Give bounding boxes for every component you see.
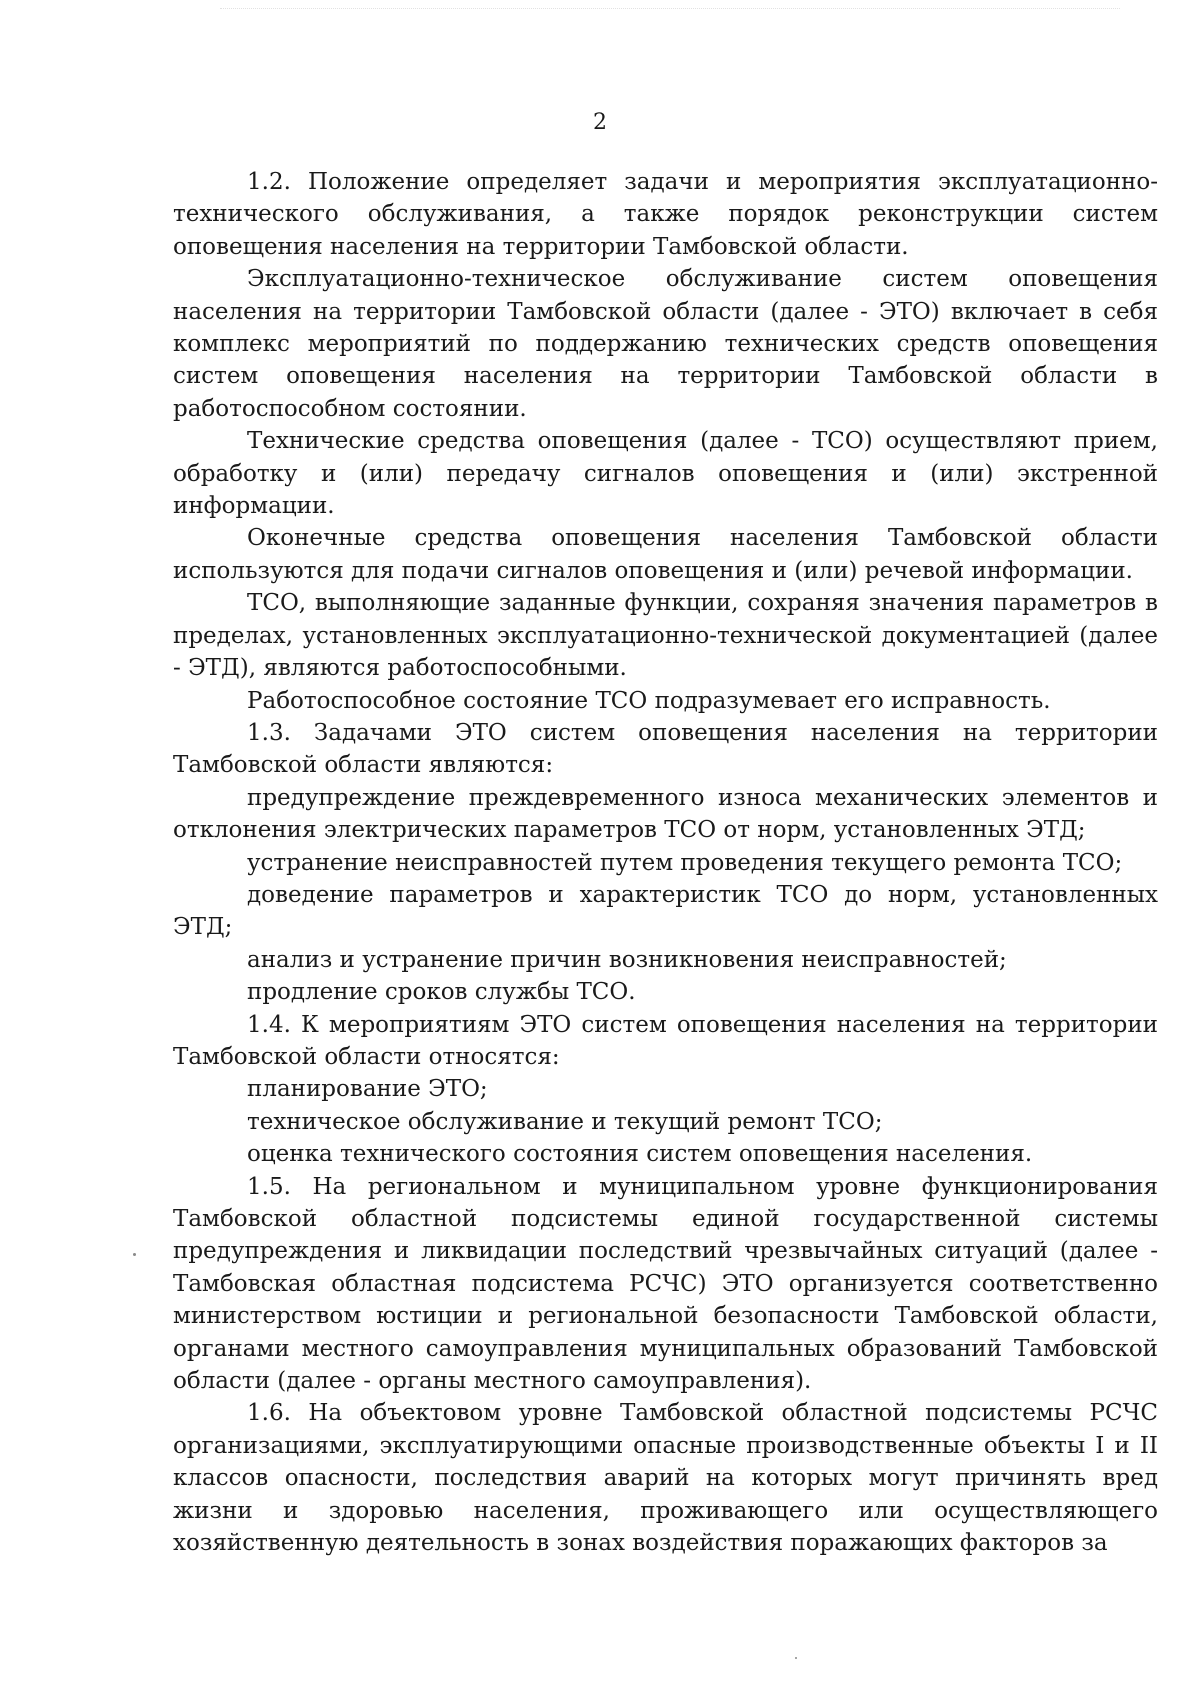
scan-noise bbox=[220, 8, 1120, 11]
paragraph-1-2: 1.2. Положение определяет задачи и мероприятия эксплуатационно-технического обслуживания, а также порядок реконструкции систем оповещения населения на территории Тамбовской области. bbox=[173, 169, 1158, 260]
document-body bbox=[173, 166, 1158, 1559]
list-item: оценка технического состояния систем оповещения населения. bbox=[247, 1141, 1033, 1168]
page-number: 2 bbox=[593, 110, 607, 135]
paragraph-eto-definition: Эксплуатационно-техническое обслуживание систем оповещения населения на территории Тамбовской области (далее - ЭТО) включает в себя комплекс мероприятий по поддержанию технических средств оповещения систем оповещения населения на территории Тамбовской области в работоспособном состоянии. bbox=[173, 266, 1158, 422]
tasks-list bbox=[173, 782, 1158, 1009]
list-item: предупреждение преждевременного износа механических элементов и отклонения электрических параметров ТСО от норм, установленных ЭТД; bbox=[173, 784, 1158, 844]
list-item: планирование ЭТО; bbox=[247, 1076, 488, 1103]
paragraph-1-3: 1.3. Задачами ЭТО систем оповещения населения на территории Тамбовской области являются: bbox=[173, 719, 1158, 779]
paragraph-terminal-devices: Оконечные средства оповещения населения Тамбовской области используются для подачи сигналов оповещения и (или) речевой информации. bbox=[173, 525, 1158, 584]
list-item: анализ и устранение причин возникновения неисправностей; bbox=[247, 946, 1007, 973]
measures-list bbox=[173, 1073, 1158, 1170]
scan-speck bbox=[795, 1657, 797, 1659]
paragraph-1-5: 1.5. На региональном и муниципальном уровне функционирования Тамбовской областной подсистемы единой государственной системы предупреждения и ликвидации последствий чрезвычайных ситуаций (далее - Тамбовская областная подсистема РСЧС) ЭТО организуется соответственно министерством юстиции и региональной безопасности Тамбовской области, органами местного самоуправления муниципальных образований Тамбовской области (далее - органы местного самоуправления). bbox=[173, 1173, 1158, 1395]
list-item: техническое обслуживание и текущий ремонт ТСО; bbox=[247, 1108, 883, 1135]
paragraph-serviceability: Работоспособное состояние ТСО подразумевает его исправность. bbox=[247, 687, 1051, 714]
paragraph-working-condition: ТСО, выполняющие заданные функции, сохраняя значения параметров в пределах, установленных эксплуатационно-технической документацией (далее - ЭТД), являются работоспособными. bbox=[173, 590, 1158, 682]
list-item: продление сроков службы ТСО. bbox=[247, 979, 636, 1006]
paragraph-1-6: 1.6. На объектовом уровне Тамбовской областной подсистемы РСЧС организациями, эксплуатирующими опасные производственные объекты I и II классов опасности, последствия аварий на которых могут причинять вред жизни и здоровью населения, проживающего или осуществляющего хозяйственную деятельность в зонах воздействия поражающих факторов за bbox=[173, 1400, 1158, 1557]
scan-speck bbox=[133, 1253, 136, 1256]
paragraph-tso-definition: Технические средства оповещения (далее - ТСО) осуществляют прием, обработку и (или) передачу сигналов оповещения и (или) экстренной информации. bbox=[173, 428, 1158, 520]
list-item: устранение неисправностей путем проведения текущего ремонта ТСО; bbox=[247, 849, 1123, 876]
paragraph-1-4: 1.4. К мероприятиям ЭТО систем оповещения населения на территории Тамбовской области относятся: bbox=[173, 1011, 1158, 1070]
list-item: доведение параметров и характеристик ТСО до норм, установленных ЭТД; bbox=[173, 881, 1158, 941]
